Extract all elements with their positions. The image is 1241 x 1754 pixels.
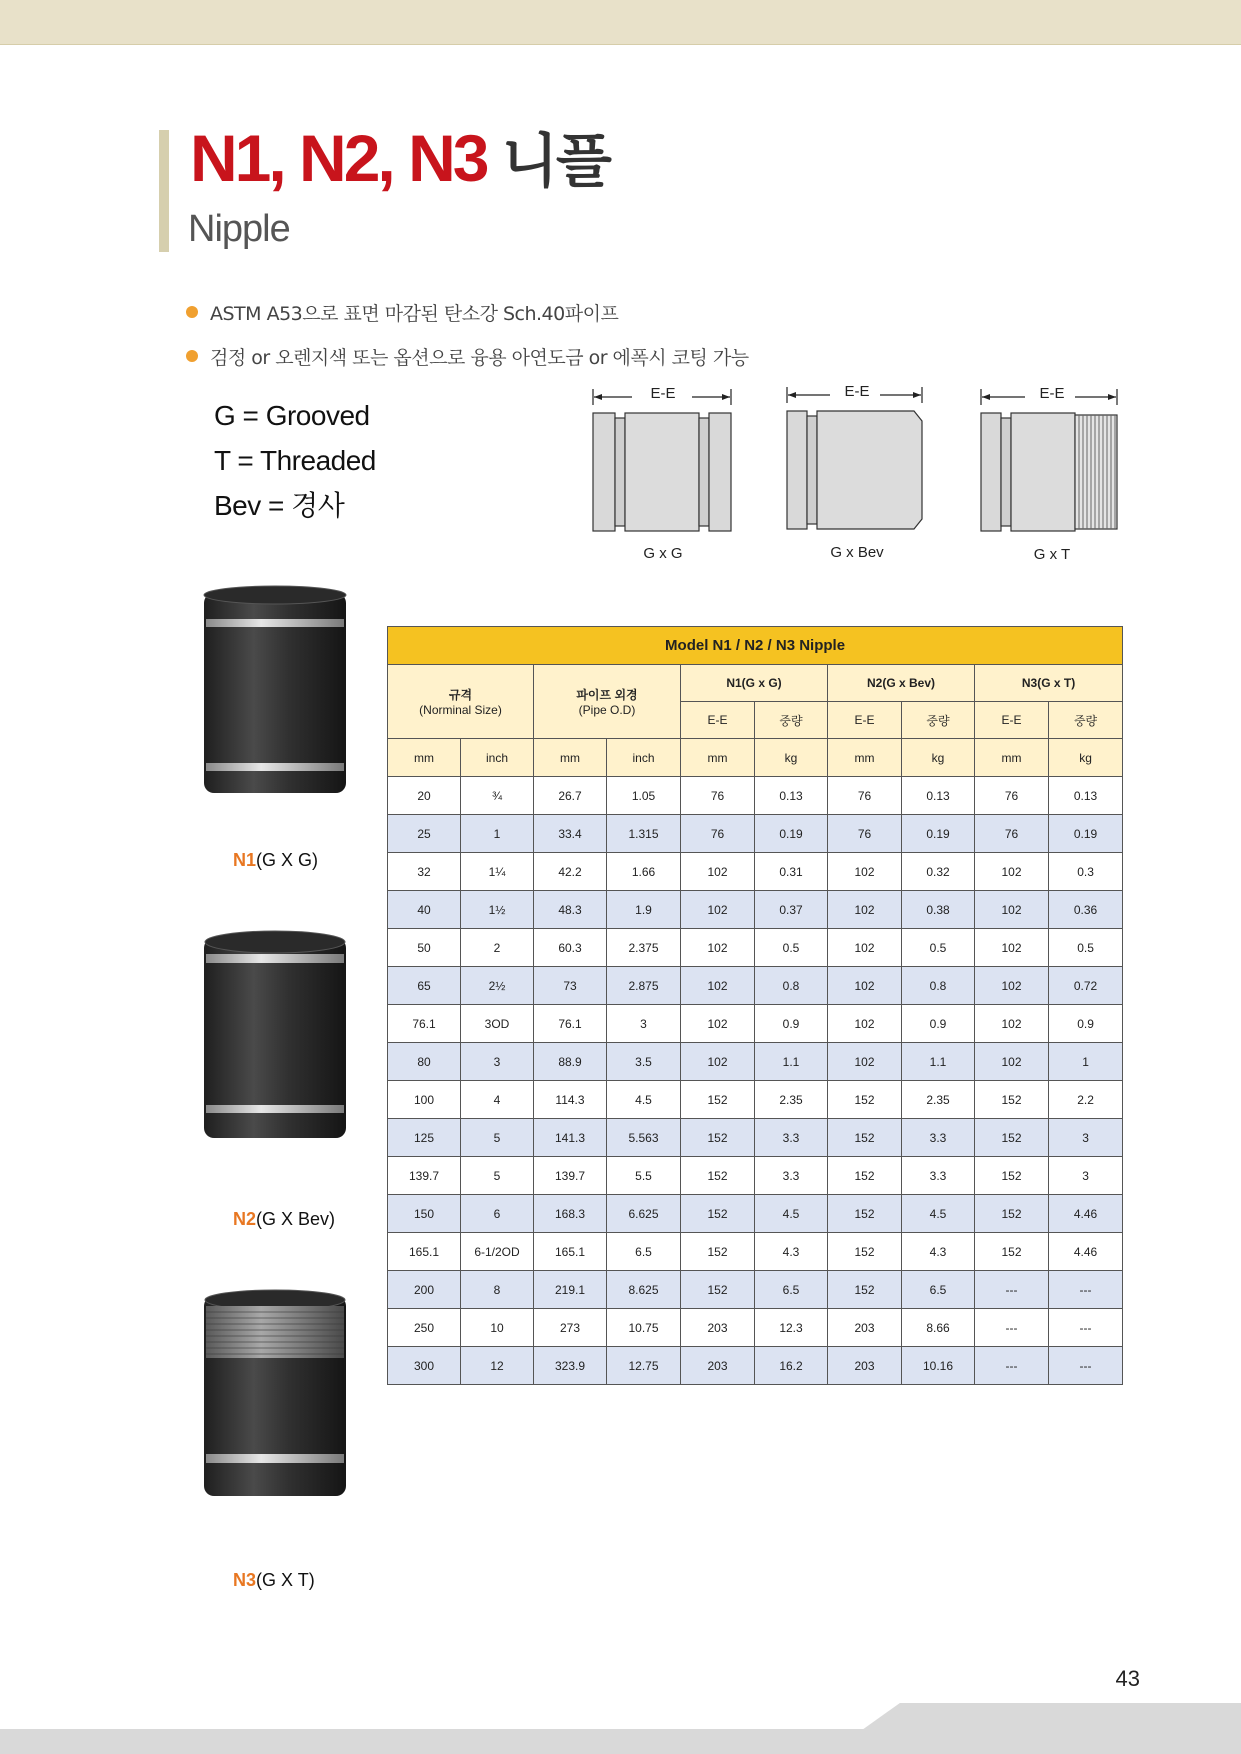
top-band xyxy=(0,0,1241,45)
unit-cell: mm xyxy=(681,739,755,777)
table-cell: 102 xyxy=(681,891,755,929)
table-cell: 20 xyxy=(388,777,461,815)
table-cell: 10 xyxy=(461,1309,534,1347)
table-cell: 2½ xyxy=(461,967,534,1005)
table-cell: 32 xyxy=(388,853,461,891)
unit-cell: mm xyxy=(975,739,1049,777)
table-cell: 6.5 xyxy=(607,1233,681,1271)
table-cell: 102 xyxy=(828,967,902,1005)
weight-subheader: 중량 xyxy=(902,702,975,739)
table-cell: 139.7 xyxy=(388,1157,461,1195)
table-cell: 12.75 xyxy=(607,1347,681,1385)
n1-nipple-photo-icon xyxy=(200,585,350,804)
table-cell: 1.9 xyxy=(607,891,681,929)
n1-code: N1 xyxy=(233,850,257,870)
table-cell: 250 xyxy=(388,1309,461,1347)
n1-label: (G X G) xyxy=(256,850,319,870)
table-cell: 102 xyxy=(975,853,1049,891)
table-cell: 0.8 xyxy=(755,967,828,1005)
diagram-caption: G x Bev xyxy=(830,544,884,561)
table-cell: 3 xyxy=(607,1005,681,1043)
title-codes: N1, N2, N3 xyxy=(190,121,487,195)
table-cell: 50 xyxy=(388,929,461,967)
table-cell: 6.5 xyxy=(755,1271,828,1309)
spec-table xyxy=(387,626,1123,1385)
n3-header: N3(G x T) xyxy=(975,665,1123,702)
unit-cell: mm xyxy=(828,739,902,777)
table-cell: 33.4 xyxy=(534,815,607,853)
unit-cell: inch xyxy=(461,739,534,777)
diagram-caption: G x G xyxy=(643,545,683,562)
feature-text: ASTM A53으로 표면 마감된 탄소강 Sch.40파이프 xyxy=(210,302,619,325)
table-cell: 8 xyxy=(461,1271,534,1309)
table-cell: 0.19 xyxy=(902,815,975,853)
table-cell: 2.35 xyxy=(902,1081,975,1119)
n3-caption xyxy=(233,1570,315,1591)
table-cell: 150 xyxy=(388,1195,461,1233)
table-cell: 8.66 xyxy=(902,1309,975,1347)
table-cell: 25 xyxy=(388,815,461,853)
table-cell: 152 xyxy=(828,1119,902,1157)
table-cell: 323.9 xyxy=(534,1347,607,1385)
table-cell: 152 xyxy=(681,1119,755,1157)
table-cell: 16.2 xyxy=(755,1347,828,1385)
size-header xyxy=(388,665,534,739)
table-cell: 152 xyxy=(975,1157,1049,1195)
table-cell: 4.46 xyxy=(1049,1195,1123,1233)
table-cell: 219.1 xyxy=(534,1271,607,1309)
table-cell: 152 xyxy=(681,1157,755,1195)
diagram-gxbev xyxy=(782,385,932,570)
table-cell: 5.5 xyxy=(607,1157,681,1195)
table-cell: 6.5 xyxy=(902,1271,975,1309)
table-cell: 0.13 xyxy=(902,777,975,815)
table-cell: 0.19 xyxy=(1049,815,1123,853)
table-cell: 2.2 xyxy=(1049,1081,1123,1119)
table-body xyxy=(388,777,1123,1385)
table-cell: 12 xyxy=(461,1347,534,1385)
end-type-legend xyxy=(214,393,376,528)
table-cell: ¾ xyxy=(461,777,534,815)
table-cell: 203 xyxy=(828,1347,902,1385)
size-header-en: (Norminal Size) xyxy=(419,703,502,717)
table-cell: 203 xyxy=(681,1347,755,1385)
table-row xyxy=(388,1271,1123,1309)
table-cell: 152 xyxy=(681,1271,755,1309)
table-cell: 1.1 xyxy=(755,1043,828,1081)
n2-label: (G X Bev) xyxy=(256,1209,336,1229)
table-row xyxy=(388,1157,1123,1195)
table-cell: 1.66 xyxy=(607,853,681,891)
table-cell: 1.05 xyxy=(607,777,681,815)
n2-header: N2(G x Bev) xyxy=(828,665,975,702)
table-row xyxy=(388,967,1123,1005)
table-cell: 6.625 xyxy=(607,1195,681,1233)
table-cell: 165.1 xyxy=(534,1233,607,1271)
table-cell: 2.35 xyxy=(755,1081,828,1119)
table-cell: 76 xyxy=(975,777,1049,815)
table-cell: 1¼ xyxy=(461,853,534,891)
title-korean: 니플 xyxy=(501,127,610,195)
table-caption: Model N1 / N2 / N3 Nipple xyxy=(388,627,1123,665)
table-cell: 3 xyxy=(461,1043,534,1081)
table-cell: 152 xyxy=(681,1233,755,1271)
page-number: 43 xyxy=(1115,1666,1140,1691)
table-cell: --- xyxy=(975,1271,1049,1309)
table-row xyxy=(388,1347,1123,1385)
dimension-label: E-E xyxy=(1039,385,1065,402)
od-header-ko: 파이프 외경 xyxy=(576,688,638,702)
table-cell: 1.315 xyxy=(607,815,681,853)
table-cell: 0.13 xyxy=(1049,777,1123,815)
table-cell: 4.46 xyxy=(1049,1233,1123,1271)
table-cell: 26.7 xyxy=(534,777,607,815)
table-cell: --- xyxy=(1049,1309,1123,1347)
table-cell: 4 xyxy=(461,1081,534,1119)
table-cell: 102 xyxy=(828,929,902,967)
table-cell: 1 xyxy=(461,815,534,853)
n3-label: (G X T) xyxy=(256,1570,315,1590)
table-cell: 3.3 xyxy=(902,1119,975,1157)
table-cell: 5 xyxy=(461,1119,534,1157)
table-cell: 10.16 xyxy=(902,1347,975,1385)
table-cell: 102 xyxy=(681,967,755,1005)
table-row xyxy=(388,1309,1123,1347)
table-cell: 152 xyxy=(828,1081,902,1119)
table-row xyxy=(388,853,1123,891)
table-cell: 102 xyxy=(975,891,1049,929)
table-cell: 152 xyxy=(975,1119,1049,1157)
table-cell: 0.9 xyxy=(902,1005,975,1043)
table-row xyxy=(388,1081,1123,1119)
table-row xyxy=(388,929,1123,967)
ee-subheader: E-E xyxy=(828,702,902,739)
table-cell: 80 xyxy=(388,1043,461,1081)
table-cell: 76 xyxy=(828,815,902,853)
table-cell: 141.3 xyxy=(534,1119,607,1157)
table-cell: 5.563 xyxy=(607,1119,681,1157)
unit-cell: mm xyxy=(534,739,607,777)
table-cell: 10.75 xyxy=(607,1309,681,1347)
table-row xyxy=(388,1043,1123,1081)
grooved-threaded-nipple-drawing-icon xyxy=(977,385,1127,545)
unit-cell: kg xyxy=(902,739,975,777)
table-cell: 0.5 xyxy=(1049,929,1123,967)
n2-nipple-photo-icon xyxy=(200,930,350,1149)
table-cell: 152 xyxy=(828,1233,902,1271)
table-cell: 0.9 xyxy=(755,1005,828,1043)
table-cell: 0.3 xyxy=(1049,853,1123,891)
table-cell: 76.1 xyxy=(388,1005,461,1043)
unit-cell: kg xyxy=(1049,739,1123,777)
table-cell: 12.3 xyxy=(755,1309,828,1347)
table-cell: 0.5 xyxy=(902,929,975,967)
table-cell: 102 xyxy=(828,1005,902,1043)
footer-tab xyxy=(862,1703,1241,1730)
table-cell: 76 xyxy=(975,815,1049,853)
table-cell: 152 xyxy=(828,1271,902,1309)
table-cell: 152 xyxy=(681,1195,755,1233)
diagram-gxt xyxy=(977,385,1127,570)
table-cell: 3.5 xyxy=(607,1043,681,1081)
table-cell: 0.36 xyxy=(1049,891,1123,929)
table-cell: 102 xyxy=(681,1043,755,1081)
table-cell: 200 xyxy=(388,1271,461,1309)
table-cell: 0.72 xyxy=(1049,967,1123,1005)
table-cell: 102 xyxy=(975,929,1049,967)
table-cell: 152 xyxy=(828,1157,902,1195)
feature-list xyxy=(186,290,749,378)
table-cell: 65 xyxy=(388,967,461,1005)
table-cell: 0.8 xyxy=(902,967,975,1005)
unit-cell: kg xyxy=(755,739,828,777)
table-cell: 8.625 xyxy=(607,1271,681,1309)
table-cell: 48.3 xyxy=(534,891,607,929)
table-cell: 152 xyxy=(975,1081,1049,1119)
table-row xyxy=(388,1005,1123,1043)
table-cell: 102 xyxy=(975,1005,1049,1043)
weight-subheader: 중량 xyxy=(1049,702,1123,739)
table-cell: 3 xyxy=(1049,1157,1123,1195)
table-cell: 273 xyxy=(534,1309,607,1347)
table-cell: 2.875 xyxy=(607,967,681,1005)
table-cell: 1.1 xyxy=(902,1043,975,1081)
table-cell: 102 xyxy=(828,1043,902,1081)
table-cell: 0.19 xyxy=(755,815,828,853)
table-cell: 152 xyxy=(975,1195,1049,1233)
table-cell: 152 xyxy=(975,1233,1049,1271)
table-cell: --- xyxy=(975,1309,1049,1347)
table-cell: 40 xyxy=(388,891,461,929)
table-cell: 0.5 xyxy=(755,929,828,967)
dimension-label: E-E xyxy=(844,383,870,400)
table-cell: 76 xyxy=(828,777,902,815)
n3-nipple-photo-icon xyxy=(200,1288,350,1507)
table-cell: 102 xyxy=(681,1005,755,1043)
table-cell: 6-1/2OD xyxy=(461,1233,534,1271)
legend-threaded: T = Threaded xyxy=(214,445,376,476)
table-cell: 102 xyxy=(681,853,755,891)
bullet-dot-icon xyxy=(186,350,198,362)
table-cell: 3.3 xyxy=(755,1119,828,1157)
table-cell: 102 xyxy=(828,891,902,929)
table-row xyxy=(388,1119,1123,1157)
table-cell: 4.5 xyxy=(755,1195,828,1233)
table-cell: 125 xyxy=(388,1119,461,1157)
table-cell: --- xyxy=(1049,1347,1123,1385)
table-cell: 165.1 xyxy=(388,1233,461,1271)
table-cell: 114.3 xyxy=(534,1081,607,1119)
table-row xyxy=(388,815,1123,853)
table-cell: 0.38 xyxy=(902,891,975,929)
footer-band xyxy=(0,1729,1241,1754)
ee-subheader: E-E xyxy=(681,702,755,739)
od-header-en: (Pipe O.D) xyxy=(578,703,636,717)
table-row xyxy=(388,1233,1123,1271)
bullet-dot-icon xyxy=(186,306,198,318)
table-row xyxy=(388,777,1123,815)
table-cell: 76.1 xyxy=(534,1005,607,1043)
unit-cell: inch xyxy=(607,739,681,777)
table-cell: --- xyxy=(1049,1271,1123,1309)
table-cell: --- xyxy=(975,1347,1049,1385)
dimension-label: E-E xyxy=(650,385,676,402)
weight-subheader: 중량 xyxy=(755,702,828,739)
table-cell: 3OD xyxy=(461,1005,534,1043)
n1-caption xyxy=(233,850,318,871)
diagram-gxg xyxy=(588,385,738,570)
table-cell: 0.13 xyxy=(755,777,828,815)
table-cell: 0.31 xyxy=(755,853,828,891)
table-cell: 4.3 xyxy=(902,1233,975,1271)
table-cell: 102 xyxy=(828,853,902,891)
table-cell: 3.3 xyxy=(755,1157,828,1195)
diagram-caption: G x T xyxy=(1033,546,1071,563)
table-cell: 42.2 xyxy=(534,853,607,891)
od-header xyxy=(534,665,681,739)
legend-bevel: Bev = 경사 xyxy=(214,490,345,521)
page-subtitle: Nipple xyxy=(188,208,290,250)
feature-item xyxy=(186,290,749,334)
table-cell: 203 xyxy=(681,1309,755,1347)
table-cell: 100 xyxy=(388,1081,461,1119)
n1-header: N1(G x G) xyxy=(681,665,828,702)
table-cell: 76 xyxy=(681,777,755,815)
units-row xyxy=(388,739,1123,777)
table-cell: 4.5 xyxy=(902,1195,975,1233)
table-cell: 102 xyxy=(681,929,755,967)
size-header-ko: 규격 xyxy=(448,688,473,702)
grooved-bevel-nipple-drawing-icon xyxy=(782,385,932,545)
title-accent-bar xyxy=(159,130,169,252)
table-cell: 102 xyxy=(975,967,1049,1005)
feature-text: 검정 or 오렌지색 또는 옵션으로 융용 아연도금 or 에폭시 코팅 가능 xyxy=(210,346,749,369)
unit-cell: mm xyxy=(388,739,461,777)
table-cell: 0.32 xyxy=(902,853,975,891)
page-title xyxy=(190,118,610,201)
table-cell: 3 xyxy=(1049,1119,1123,1157)
table-cell: 139.7 xyxy=(534,1157,607,1195)
table-cell: 2.375 xyxy=(607,929,681,967)
ee-subheader: E-E xyxy=(975,702,1049,739)
table-cell: 1 xyxy=(1049,1043,1123,1081)
n2-caption xyxy=(233,1209,335,1230)
legend-grooved: G = Grooved xyxy=(214,400,370,431)
table-cell: 300 xyxy=(388,1347,461,1385)
table-cell: 2 xyxy=(461,929,534,967)
table-cell: 4.5 xyxy=(607,1081,681,1119)
table-cell: 168.3 xyxy=(534,1195,607,1233)
table-cell: 203 xyxy=(828,1309,902,1347)
table-cell: 0.9 xyxy=(1049,1005,1123,1043)
table-cell: 3.3 xyxy=(902,1157,975,1195)
table-cell: 102 xyxy=(975,1043,1049,1081)
n2-code: N2 xyxy=(233,1209,257,1229)
table-cell: 76 xyxy=(681,815,755,853)
feature-item xyxy=(186,334,749,378)
table-cell: 60.3 xyxy=(534,929,607,967)
table-cell: 6 xyxy=(461,1195,534,1233)
table-row xyxy=(388,1195,1123,1233)
grooved-grooved-nipple-drawing-icon xyxy=(588,385,738,545)
table-cell: 73 xyxy=(534,967,607,1005)
table-cell: 1½ xyxy=(461,891,534,929)
table-cell: 152 xyxy=(828,1195,902,1233)
table-row xyxy=(388,891,1123,929)
n3-code: N3 xyxy=(233,1570,257,1590)
table-cell: 152 xyxy=(681,1081,755,1119)
table-cell: 4.3 xyxy=(755,1233,828,1271)
table-cell: 5 xyxy=(461,1157,534,1195)
table-cell: 88.9 xyxy=(534,1043,607,1081)
table-cell: 0.37 xyxy=(755,891,828,929)
